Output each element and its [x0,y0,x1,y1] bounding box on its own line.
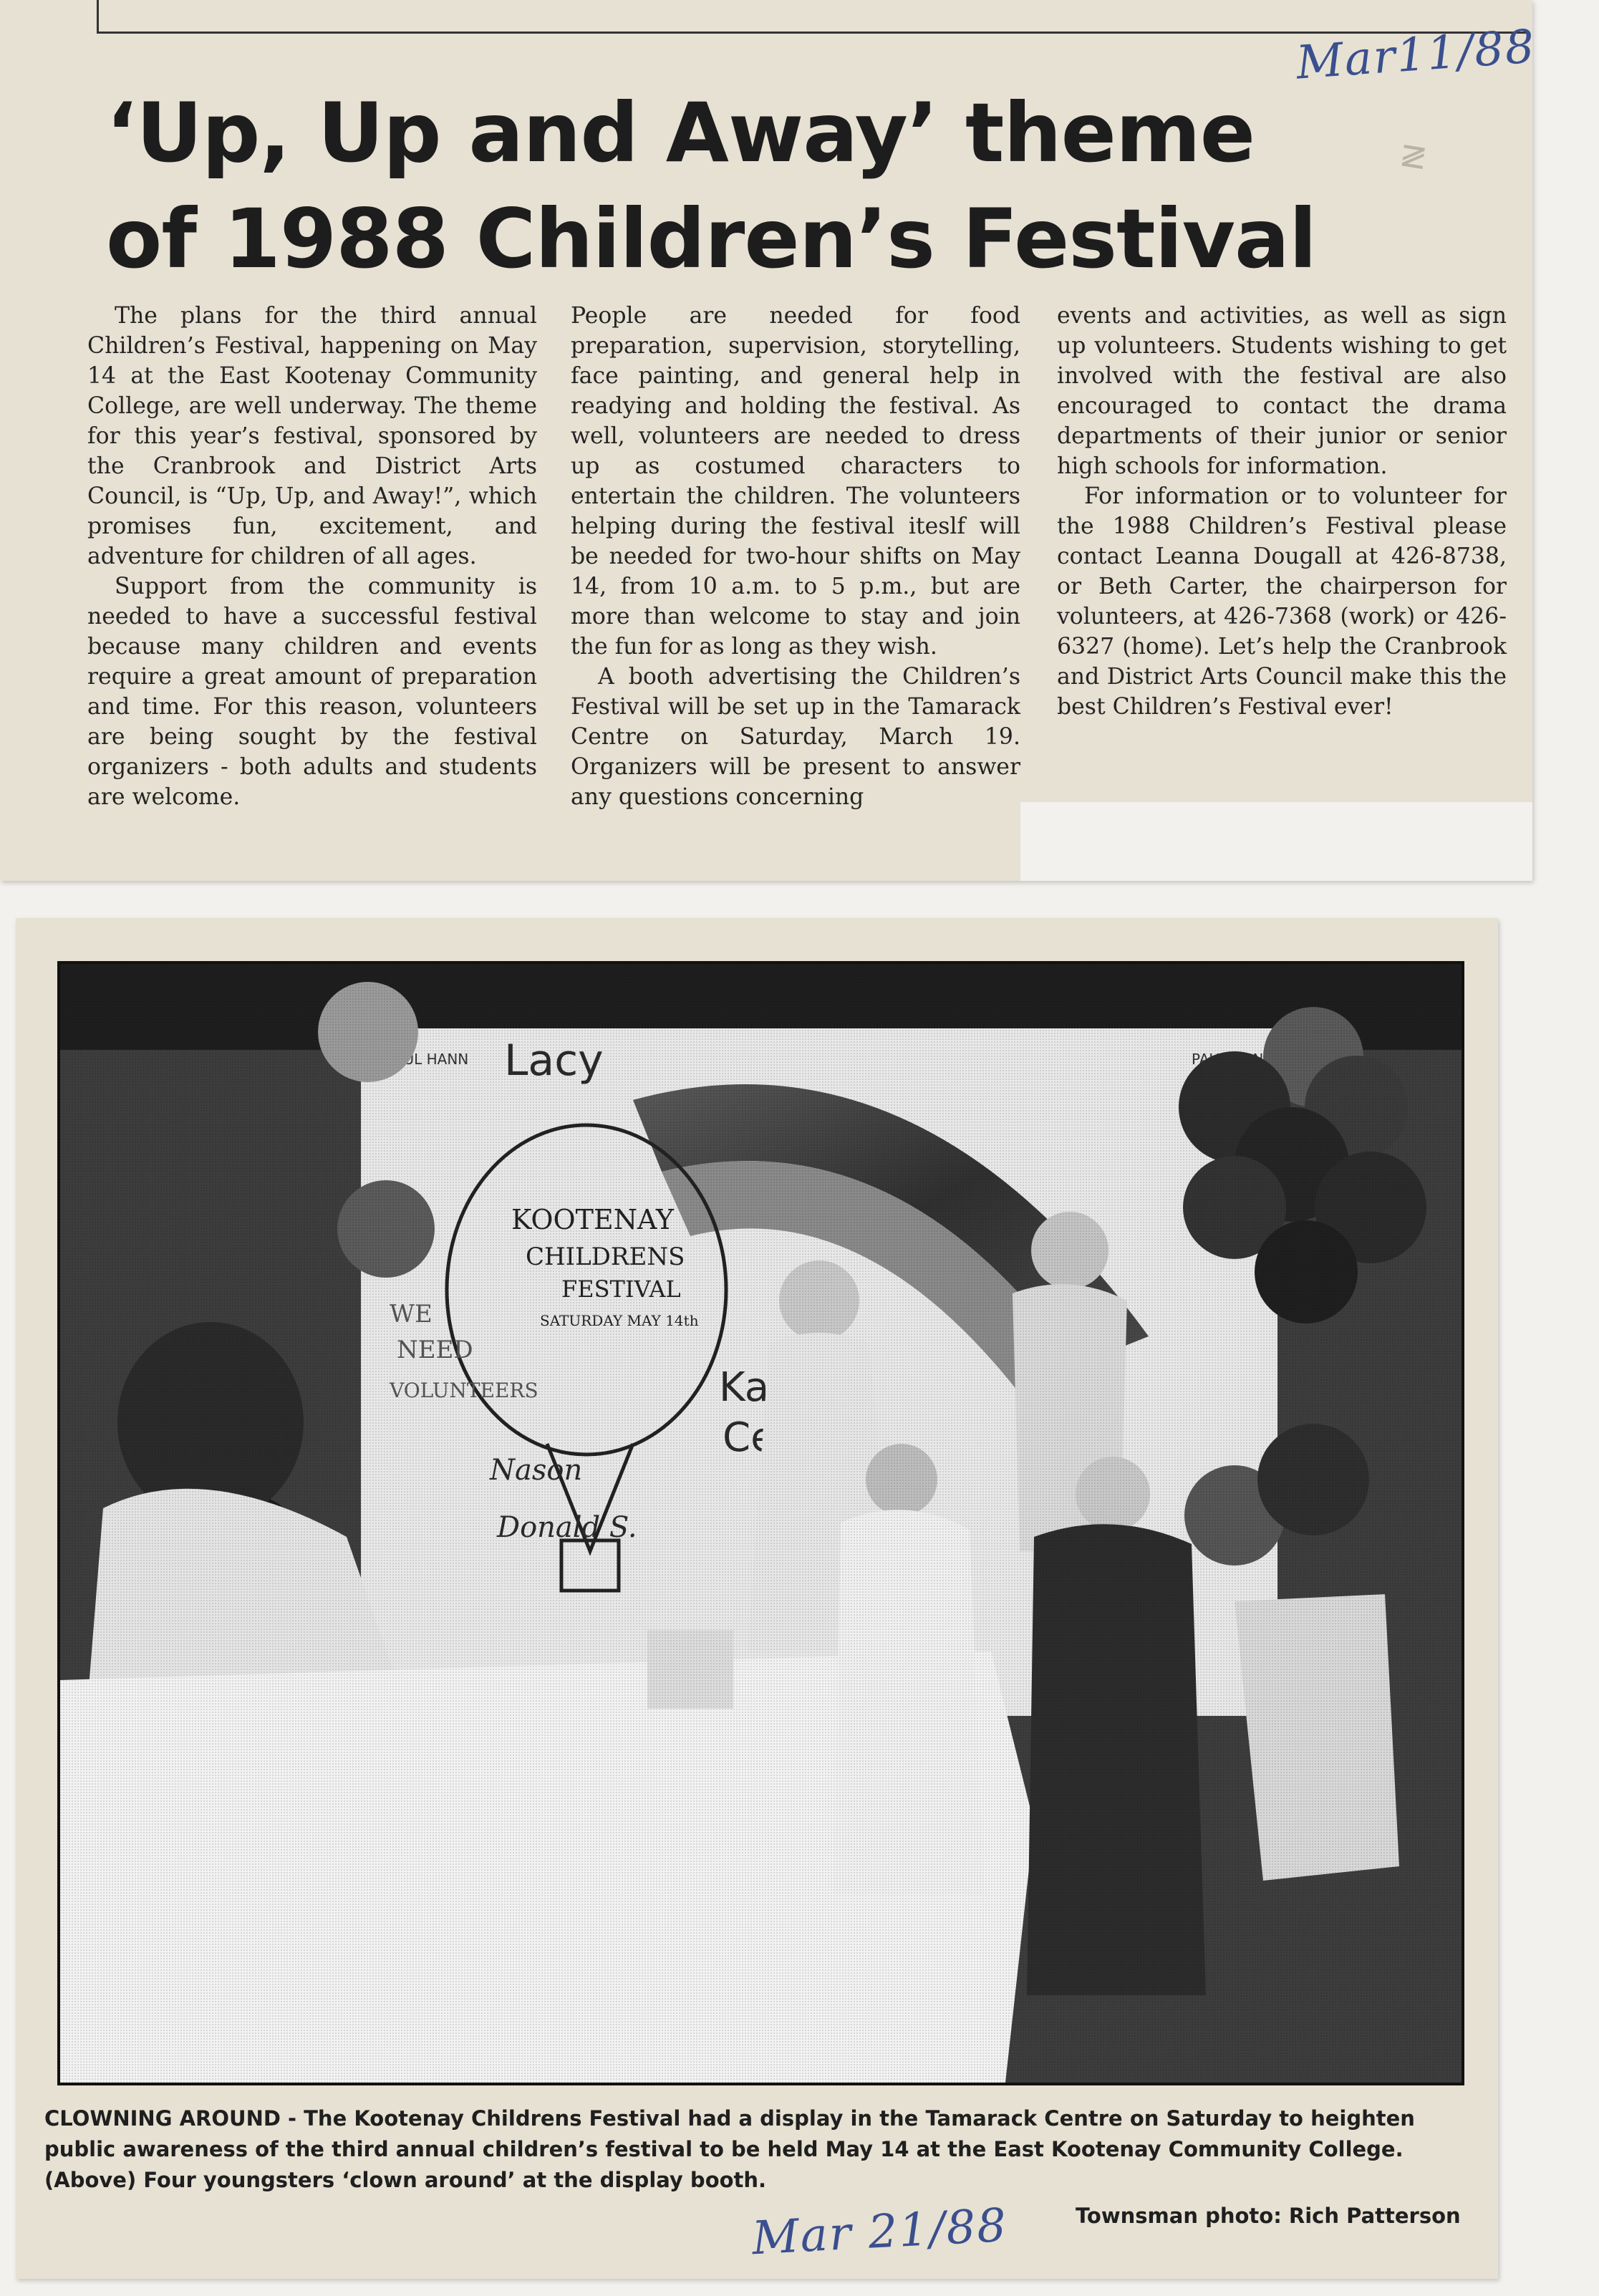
photo-illustration [60,964,1462,2083]
pencil-mark: ≷ [1393,134,1428,178]
paragraph: For information or to volunteer for the 1988 Children’s Festival please contact Leanna Dougall at 426-8738, or Beth Carter, the chairperson for volunteers, at 426-7368 (work) or 426-6327 (home). Let’s help the Cranbrook and District Arts Council make this the best Children’s Festival ever! [1057,483,1507,720]
article-column-3 [1057,301,1507,722]
paragraph: People are needed for food preparation, supervision, storytelling, face painting, and general help in readying and holding the festival. As well, volunteers are needed to dress up as costumed characters to entertain the children. The volunteers helping during the festival iteslf will be needed for two-hour shifts on May 14, from 10 a.m. to 5 p.m., but are more than welcome to stay and join the fun for as long as they wish. [571,303,1020,660]
caption-text: - The Kootenay Childrens Festival had a display in the Tamarack Centre on Saturday to heighten public awareness of the third annual children’s festival to be held May 14 at the East Kootenay Community College. (Above) Four youngsters ‘clown around’ at the display booth. [44,2106,1415,2192]
handwritten-date-bottom: Mar 21/88 [750,2199,1009,2266]
paragraph: The plans for the third annual Children’s Festival, happening on May 14 at the East Kootenay Community College, are well underway. The theme for this year’s festival, sponsored by the Cranbrook and District Arts Council, is “Up, Up, and Away!”, which promises fun, excitement, and adventure for children of all ages. [87,303,537,569]
paragraph: Support from the community is needed to have a successful festival because many children and events require a great amount of preparation and time. For this reason, volunteers are being sought by the festival organizers - both adults and students are welcome. [87,574,537,810]
caption-lead: CLOWNING AROUND [44,2106,281,2131]
paragraph: A booth advertising the Children’s Festival will be set up in the Tamarack Centre on Saturday, March 19. Organizers will be present to answer any questions concerning [571,664,1020,810]
article-column-1 [87,301,537,812]
article-clipping [0,0,1532,881]
photo-clipping [16,918,1498,2279]
newspaper-photo [57,961,1464,2085]
paragraph: events and activities, as well as sign up volunteers. Students wishing to get involved with the festival are also encouraged to contact the drama departments of their junior or senior high schools for information. [1057,303,1507,479]
photo-caption [44,2103,1484,2196]
handwritten-date-top: Mar11/88 [1294,20,1537,90]
halftone-texture [60,964,1462,2083]
clipping-cut-edge [1020,802,1532,881]
column-rule [97,0,1527,34]
article-headline: ‘Up, Up and Away’ theme of 1988 Children’s Festival [106,85,1317,286]
photo-credit: Townsman photo: Rich Patterson [1076,2204,1461,2228]
article-column-2 [571,301,1020,812]
